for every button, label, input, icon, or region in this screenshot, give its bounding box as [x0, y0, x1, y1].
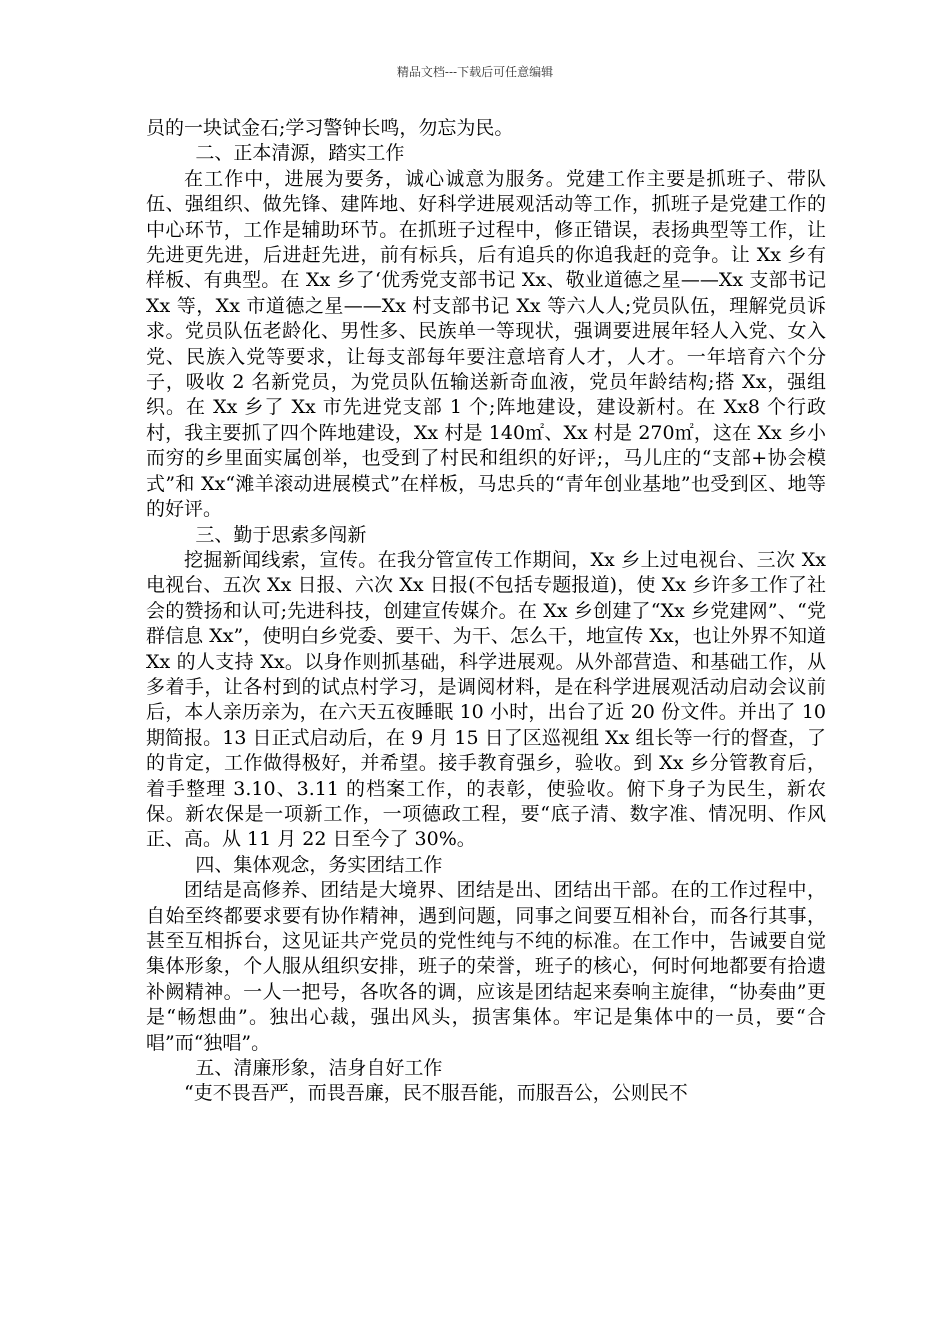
section-heading: 五、清廉形象，洁身自好工作 — [195, 1057, 443, 1080]
section-heading: 三、勤于思索多闯新 — [195, 523, 367, 546]
body-paragraph: 团结是高修养、团结是大境界、团结是出、团结出干部。在的工作过程中，自始至终都要求要有协作精神，遇到问题，同事之间要互相补台，而各行其事，甚至互相拆台，这见证共产党员的党性纯与不纯的标准。在工作中，告诫要自觉集体形象，个人服从组织安排，班子的荣誉，班子的核心，何时何地都要有拾遗补阙精神。一人一把号，各吹各的调，应该是团结起来奏响主旋律，“协奏曲”更是“畅想曲”。独出心裁，强出风头，损害集体。牢记是集体中的一员，要“合唱”而“独唱”。 — [146, 879, 826, 1054]
document-body — [146, 116, 826, 1107]
page-header: 精品文档---下载后可任意编辑 — [396, 65, 554, 79]
body-paragraph: 挖掘新闻线索，宣传。在我分管宣传工作期间，Xx 乡上过电视台、三次 Xx 电视台、五次 Xx 日报、六次 Xx 日报(不包括专题报道)，使 Xx 乡许多工作了社会的赞扬和认可;先进科技，创建宣传媒介。在 Xx 乡创建了“Xx 乡党建网”、“党群信息 Xx”，使明白乡党委、要干、为干、怎么干，地宣传 Xx，也让外界不知道 Xx 的人支持 Xx。以身作则抓基础，科学进展观。从外部营造、和基础工作，从多着手，让各村到的试点村学习，是调阅材料，是在科学进展观活动启动会议前后，本人亲历亲为，在六天五夜睡眠 10 小时，出台了近 20 份文件。并出了 10 期简报。13 日正式启动后，在 9 月 15 日了区巡视组 Xx 组长等一行的督查，了的肯定，工作做得极好，并希望。接手教育强乡，验收。到 Xx 乡分管教育后，着手整理 3.10、3.11 的档案工作，的表彰，使验收。俯下身子为民生，新农保。新农保是一项新工作，一项德政工程，要“底子清、数字准、情况明、作风正、高。从 11 月 22 日至今了 30%。 — [146, 548, 826, 851]
body-paragraph: 在工作中，进展为要务，诚心诚意为服务。党建工作主要是抓班子、带队伍、强组织、做先锋、建阵地、好科学进展观活动等工作，抓班子是党建工作的中心环节，工作是辅助环节。在抓班子过程中，修正错误，表扬典型等工作，让先进更先进，后进赶先进，前有标兵，后有追兵的你追我赶的竞争。让 Xx 乡有样板、有典型。在 Xx 乡了‘优秀党支部书记 Xx、敬业道德之星——Xx 支部书记 Xx 等，Xx 市道德之星——Xx 村支部书记 Xx 等六人人;党员队伍，理解党员诉求。党员队伍老龄化、男性多、民族单一等现状，强调要进展年轻人入党、女入党、民族入党等要求，让每支部每年要注意培育人才，人才。一年培育六个分子，吸收 2 名新党员，为党员队伍输送新奇血液，党员年龄结构;搭 Xx，强组织。在 Xx 乡了 Xx 市先进党支部 1 个;阵地建设，建设新村。在 Xx8 个行政村，我主要抓了四个阵地建设，Xx 村是 140㎡、Xx 村是 270㎡，这在 Xx 乡小而穷的乡里面实属创举，也受到了村民和组织的好评;，马儿庄的“支部+协会模式”和 Xx“滩羊滚动进展模式”在样板，马忠兵的“青年创业基地”也受到区、地等的好评。 — [146, 167, 826, 521]
section-heading: 二、正本清源，踏实工作 — [195, 142, 405, 165]
body-paragraph: “吏不畏吾严，而畏吾廉，民不服吾能，而服吾公，公则民不 — [184, 1082, 688, 1105]
section-heading: 四、集体观念，务实团结工作 — [195, 853, 443, 876]
body-paragraph: 员的一块试金石;学习警钟长鸣，勿忘为民。 — [146, 117, 514, 139]
